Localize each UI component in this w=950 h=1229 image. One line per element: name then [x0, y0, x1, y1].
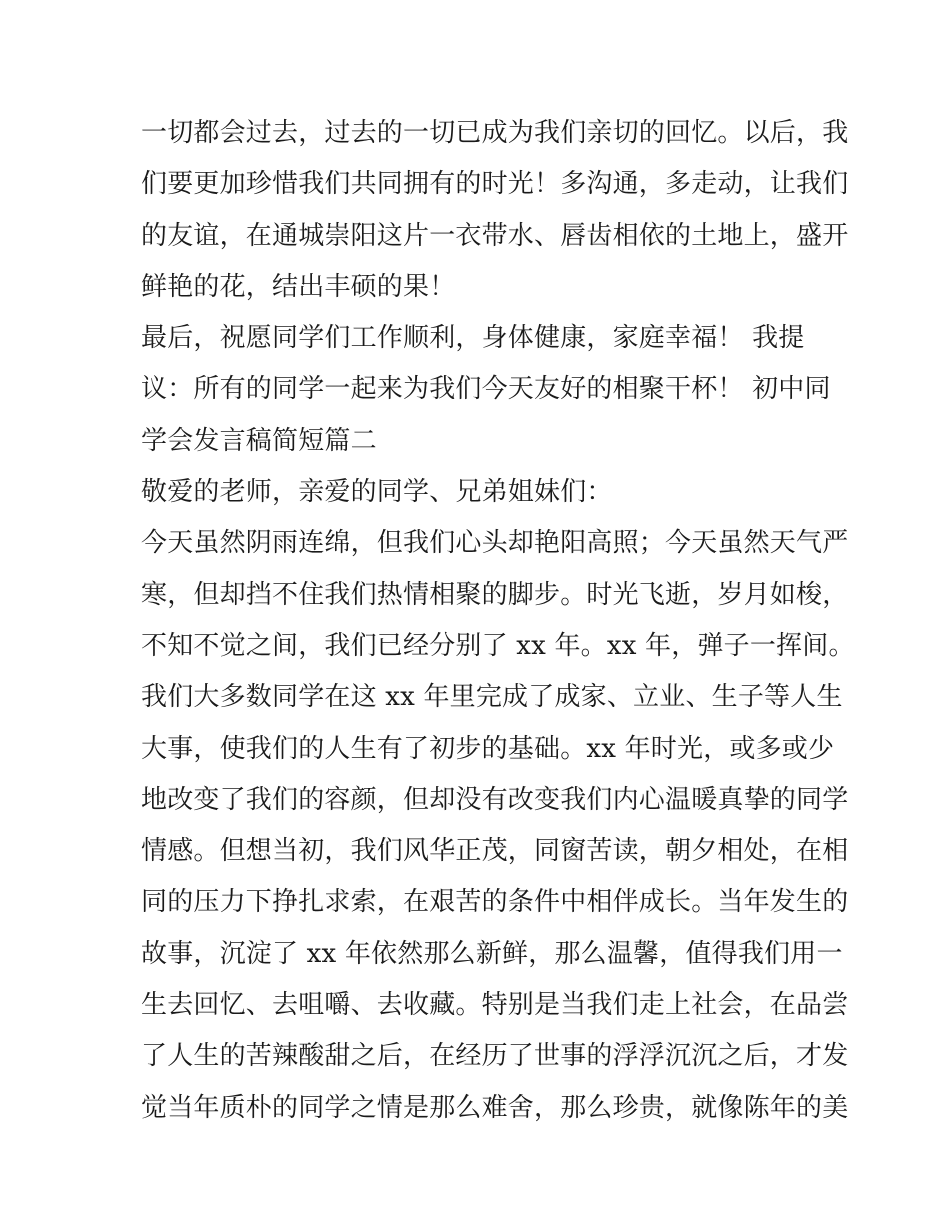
text-line: 一切都会过去，过去的一切已成为我们亲切的回忆。以后，我 [141, 118, 849, 148]
text-line: 议：所有的同学一起来为我们今天友好的相聚干杯！ 初中同 [141, 374, 831, 405]
text-line: 最后，祝愿同学们工作顺利，身体健康，家庭幸福！ 我提 [141, 323, 805, 354]
text-line: 情感。但想当初，我们风华正茂，同窗苦读，朝夕相处，在相 [141, 836, 849, 867]
text-line: 故事，沉淀了 xx 年依然那么新鲜，那么温馨，值得我们用一 [141, 938, 843, 969]
text-line: 生去回忆、去咀嚼、去收藏。特别是当我们走上社会，在品尝 [141, 990, 849, 1021]
text-line: 地改变了我们的容颜，但却没有改变我们内心温暖真挚的同学 [141, 784, 849, 815]
text-line: 不知不觉之间，我们已经分别了 xx 年。xx 年，弹子一挥间。 [141, 630, 855, 661]
text-line: 同的压力下挣扎求索，在艰苦的条件中相伴成长。当年发生的 [141, 887, 849, 918]
text-line: 大事，使我们的人生有了初步的基础。xx 年时光，或多或少 [141, 733, 835, 764]
text-line: 我们大多数同学在这 xx 年里完成了成家、立业、生子等人生 [141, 682, 843, 713]
text-line: 了人生的苦辣酸甜之后，在经历了世事的浮浮沉沉之后，才发 [141, 1041, 849, 1072]
salutation: 敬爱的老师，亲爱的同学、兄弟姐妹们： [141, 477, 613, 508]
section-heading: 学会发言稿简短篇二 [141, 425, 377, 456]
text-line: 们要更加珍惜我们共同拥有的时光！多沟通，多走动，让我们 [141, 169, 849, 200]
text-line: 寒，但却挡不住我们热情相聚的脚步。时光飞逝，岁月如梭， [141, 579, 849, 610]
text-line: 的友谊，在通城崇阳这片一衣带水、唇齿相依的土地上，盛开 [141, 220, 849, 251]
text-line: 觉当年质朴的同学之情是那么难舍，那么珍贵，就像陈年的美 [141, 1092, 849, 1123]
text-line: 今天虽然阴雨连绵，但我们心头却艳阳高照；今天虽然天气严 [141, 528, 849, 559]
body-text [141, 108, 855, 1134]
text-line: 鲜艳的花，结出丰硕的果！ [141, 271, 456, 302]
